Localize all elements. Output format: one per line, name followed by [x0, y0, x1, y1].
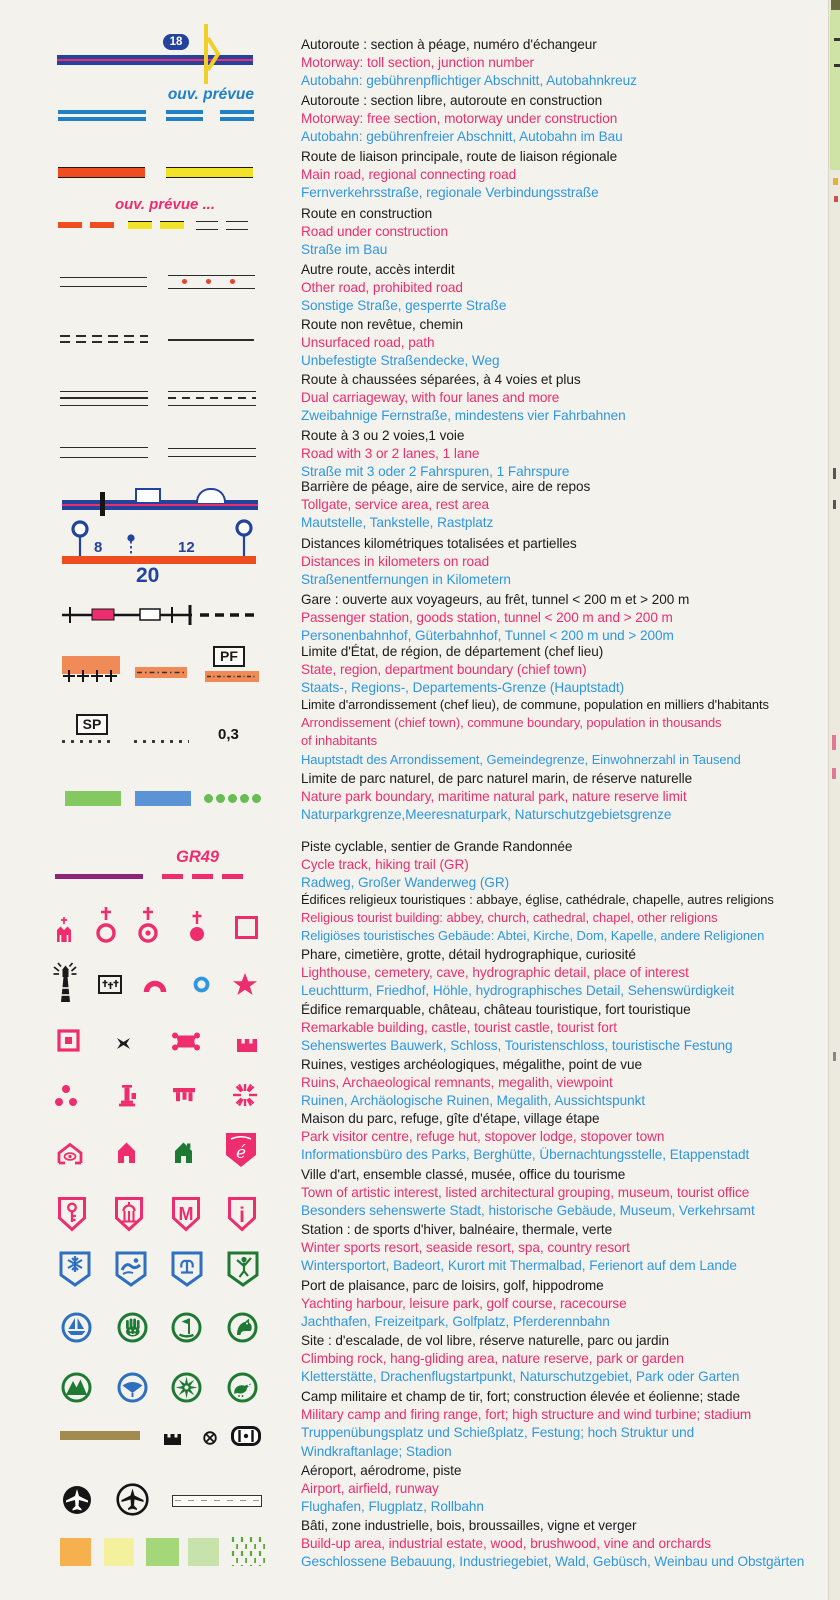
prohibited-dot: [182, 279, 187, 284]
other-religion-icon: [235, 916, 258, 939]
entry-de: Sehenswertes Bauwerk, Schloss, Touristenschloss, touristische Festung: [301, 1038, 733, 1054]
abbey-icon: [54, 916, 74, 943]
entry-de: Ruinen, Archäologische Ruinen, Megalith, Aussichtspunkt: [301, 1093, 646, 1109]
road-construction-dash: [128, 221, 152, 229]
road-construction-dash: [226, 221, 248, 230]
country-resort-shield-icon: [226, 1250, 260, 1288]
entry-fr: Autre route, accès interdit: [301, 262, 455, 277]
legend-entry: [301, 478, 831, 533]
entry-en: Dual carriageway, with four lanes and more: [301, 390, 560, 406]
golf-icon: [171, 1312, 202, 1343]
distance-markers-icon: [62, 518, 258, 560]
entry-fr: Route à chaussées séparées, à 4 voies et plus: [301, 372, 581, 387]
entry-fr: Ville d'art, ensemble classé, musée, office du tourisme: [301, 1167, 626, 1182]
entry-en: Ruins, Archaeological remnants, megalith, viewpoint: [301, 1075, 613, 1091]
entry-de: Hauptstadt des Arrondissement, Gemeindegrenze, Einwohnerzahl in Tausend: [301, 751, 741, 767]
nature-reserve-limit-icon: [204, 794, 262, 804]
entry-en: Military camp and firing range, fort; high structure and wind turbine; stadium: [301, 1407, 752, 1423]
legend-entry: [301, 1001, 831, 1056]
entry-de: Informationsbüro des Parks, Berghütte, Übernachtungsstelle, Etappenstadt: [301, 1147, 750, 1163]
entry-fr: Maison du parc, refuge, gîte d'étape, village étape: [301, 1111, 600, 1126]
entry-de: Fernverkehrsstraße, regionale Verbindungsstraße: [301, 185, 599, 201]
map-fragment-mark: [834, 38, 840, 41]
entry-fr: Piste cyclable, sentier de Grande Randonnée: [301, 839, 573, 854]
park-visitor-centre-icon: [55, 1141, 85, 1165]
entry-en: State, region, department boundary (chief town): [301, 662, 587, 678]
entry-de: Radweg, Großer Wanderweg (GR): [301, 875, 510, 891]
ruins-icon: [54, 1084, 80, 1108]
military-camp-icon: [60, 1431, 140, 1440]
entry-en: Motorway: toll section, junction number: [301, 55, 535, 71]
entry-en: Build-up area, industrial estate, wood, brushwood, vine and orchards: [301, 1536, 711, 1552]
road-construction-dash: [196, 221, 218, 230]
entry-en: Motorway: free section, motorway under construction: [301, 111, 618, 127]
entry-de: Naturparkgrenze,Meeresnaturpark, Naturschutzgebietsgrenze: [301, 807, 672, 823]
legend-entry: [301, 838, 831, 893]
winter-sports-shield-icon: [58, 1250, 92, 1288]
entry-fr: Port de plaisance, parc de loisirs, golf, hippodrome: [301, 1278, 604, 1293]
entry-en: Distances in kilometers on road: [301, 554, 490, 570]
nature-reserve-icon: [171, 1372, 202, 1403]
state-boundary-icon: [62, 654, 124, 684]
four-lane-road-line: [168, 391, 256, 406]
entry-fr: Autoroute : section libre, autoroute en construction: [301, 93, 603, 108]
entry-fr: Édifice remarquable, château, château touristique, fort touristique: [301, 1002, 691, 1017]
unsurfaced-road-line: [60, 341, 148, 343]
cemetery-icon: [97, 972, 123, 998]
cave-icon: [143, 977, 167, 994]
path-line: [168, 339, 254, 341]
tourist-fort-icon: [235, 1034, 259, 1052]
legend-entry: [301, 1221, 831, 1276]
entry-fr: Bâti, zone industrielle, bois, broussailles, vigne et verger: [301, 1518, 637, 1533]
listed-grouping-shield-icon: [114, 1196, 144, 1232]
lighthouse-icon: [53, 962, 77, 1004]
map-fragment-green: [830, 10, 840, 170]
entry-de: Unbefestigte Straßendecke, Weg: [301, 353, 500, 369]
legend-entry: [301, 1462, 831, 1517]
legend-entry: [301, 535, 831, 590]
tourist-castle-icon: [171, 1031, 201, 1052]
entry-de: Wintersportort, Badeort, Kurort mit Thermalbad, Ferienort auf dem Lande: [301, 1258, 737, 1274]
distance-road-line: [62, 556, 256, 564]
entry-de: Personenbahnhof, Güterbahnhof, Tunnel < 200 m und > 200m: [301, 628, 674, 644]
entry-fr: Barrière de péage, aire de service, aire de repos: [301, 479, 591, 494]
legend-entry: [301, 92, 831, 147]
entry-de: Besonders sehenswerte Stadt, historische Gebäude, Museum, Verkehrsamt: [301, 1203, 755, 1219]
museum-shield-icon: [171, 1196, 201, 1232]
free-motorway-line: [58, 110, 146, 114]
fort-icon: [163, 1430, 182, 1445]
entry-de: Autobahn: gebührenfreier Abschnitt, Autobahn im Bau: [301, 129, 623, 145]
entry-en: Town of artistic interest, listed architectural grouping, museum, tourist office: [301, 1185, 750, 1201]
two-three-lane-road-line: [60, 447, 148, 458]
tourist-office-glyph: i: [239, 1204, 245, 1227]
legend-entry: [301, 1110, 831, 1165]
legend-entry: [301, 1166, 831, 1221]
legend-entry: [301, 1332, 831, 1387]
entry-en: Religious tourist building: abbey, church, cathedral, chapel, other religions: [301, 910, 718, 926]
partial-distance-label: 12: [178, 539, 195, 556]
entry-de: Zweibahnige Fernstraße, mindestens vier Fahrbahnen: [301, 408, 626, 424]
seaside-resort-shield-icon: [114, 1250, 148, 1288]
legend-entry: [301, 205, 831, 260]
cycle-track-icon: [55, 874, 143, 879]
entry-de: Straße im Bau: [301, 242, 388, 258]
entry-en: Road with 3 or 2 lanes, 1 lane: [301, 446, 480, 462]
entry-fr: Limite d'arrondissement (chef lieu), de commune, population en milliers d'habitants: [301, 697, 769, 712]
entry-fr: Distances kilométriques totalisées et partielles: [301, 536, 577, 551]
other-road-line: [60, 277, 147, 287]
museum-glyph: M: [178, 1204, 194, 1224]
entry-de: Sonstige Straße, gesperrte Straße: [301, 298, 507, 314]
tollgate-bar-icon: [100, 492, 105, 516]
entry-de: Truppenübungsplatz und Schießplatz, Festung; hoch Struktur und: [301, 1425, 695, 1441]
racecourse-icon: [227, 1312, 258, 1343]
entry-en: Arrondissement (chief town), commune boundary, population in thousands: [301, 715, 722, 731]
legend-entry: [301, 1277, 831, 1332]
climbing-icon: [61, 1372, 92, 1403]
entry-en: Passenger station, goods station, tunnel < 200 m and > 200 m: [301, 610, 673, 626]
legend-entry: [301, 148, 831, 203]
main-road-line: [58, 167, 145, 178]
entry-en: Climbing rock, hang-gliding area, nature reserve, park or garden: [301, 1351, 684, 1367]
archaeology-icon: [116, 1082, 138, 1108]
entry-en: Airport, airfield, runway: [301, 1481, 439, 1497]
legend-entry: [301, 371, 831, 426]
wind-turbine-icon: [202, 1430, 218, 1446]
entry-fr: Route à 3 ou 2 voies,1 voie: [301, 428, 465, 443]
marine-park-boundary-icon: [135, 791, 191, 806]
entry-de: Jachthafen, Freizeitpark, Golfplatz, Pferderennbahn: [301, 1314, 610, 1330]
junction-icon: [198, 22, 224, 86]
entry-en: Park visitor centre, refuge hut, stopover lodge, stopover town: [301, 1129, 665, 1145]
entry-de: Geschlossene Bebauung, Industriegebiet, Wald, Gebüsch, Weinbau und Obstgärten: [301, 1554, 805, 1570]
entry-en: Main road, regional connecting road: [301, 167, 517, 183]
construction-gap: [203, 107, 220, 124]
place-of-interest-icon: [232, 972, 258, 997]
hiking-trail-icon: [162, 874, 250, 879]
dual-carriageway-line: [60, 391, 148, 406]
adjacent-page-strip: [828, 0, 840, 1600]
rest-area-icon: [196, 488, 226, 503]
entry-fr: Route en construction: [301, 206, 433, 221]
map-fragment-mark: [834, 64, 840, 67]
viewpoint-icon: [231, 1082, 259, 1108]
brushwood-swatch: [188, 1538, 219, 1566]
motorway-stripe: [62, 504, 258, 506]
entry-fr: Route de liaison principale, route de liaison régionale: [301, 149, 618, 164]
entry-fr: Limite de parc naturel, de parc naturel marin, de réserve naturelle: [301, 771, 693, 786]
map-fragment-mark: [833, 500, 836, 509]
stopover-lodge-icon: [172, 1139, 195, 1164]
church-icon: [96, 906, 116, 944]
opening-planned-dots-label: ouv. prévue ...: [114, 196, 216, 213]
hang-gliding-icon: [117, 1372, 148, 1403]
entry-de: Autobahn: gebührenpflichtiger Abschnitt, Autobahnkreuz: [301, 73, 637, 89]
legend-entry: [301, 946, 831, 1001]
castle-icon: [116, 1036, 131, 1051]
entry-fr: Aéroport, aérodrome, piste: [301, 1463, 462, 1478]
entry-de: Religiöses touristisches Gebäude: Abtei, Kirche, Dom, Kapelle, andere Religionen: [301, 928, 765, 944]
airfield-icon: [116, 1483, 149, 1516]
hydrographic-icon: [192, 975, 211, 994]
regional-road-line: [166, 167, 253, 178]
entry-de: Kletterstätte, Drachenflugstartpunkt, Naturschutzgebiet, Park oder Garten: [301, 1369, 740, 1385]
park-garden-icon: [227, 1372, 258, 1403]
stopover-town-glyph: é: [235, 1143, 247, 1163]
junction-number-badge: 18: [163, 34, 189, 50]
entry-en-cont: of inhabitants: [301, 733, 377, 749]
entry-de: Straßenentfernungen in Kilometern: [301, 572, 511, 588]
unsurfaced-road-line: [60, 335, 148, 337]
entry-fr: Phare, cimetière, grotte, détail hydrographique, curiosité: [301, 947, 636, 962]
industrial-estate-swatch: [104, 1538, 134, 1566]
entry-fr: Camp militaire et champ de tir, fort; construction élevée et éolienne; stade: [301, 1389, 740, 1404]
department-boundary-icon: [205, 671, 259, 682]
partial-distance-label: 8: [94, 539, 103, 556]
legend-entry: [301, 1388, 831, 1461]
entry-fr: Limite d'État, de région, de département (chef lieu): [301, 644, 604, 659]
commune-boundary-icon: [134, 740, 189, 743]
prefecture-label: PF: [213, 646, 245, 667]
map-fragment-mark: [833, 468, 836, 479]
dual-carriageway-mid: [60, 397, 148, 399]
prohibited-dot: [230, 279, 235, 284]
entry-fr: Gare : ouverte aux voyageurs, au frêt, tunnel < 200 m et > 200 m: [301, 592, 690, 607]
map-fragment-mark: [833, 1052, 836, 1061]
artistic-town-shield-icon: [57, 1196, 87, 1232]
legend-entry: [301, 1517, 831, 1572]
map-fragment-mark: [832, 768, 836, 779]
remarkable-building-icon: [57, 1029, 80, 1052]
free-motorway-line: [58, 117, 146, 121]
entry-de: Straße mit 3 oder 2 Fahrspuren, 1 Fahrspure: [301, 464, 570, 480]
nature-park-boundary-icon: [65, 791, 121, 806]
refuge-hut-icon: [115, 1139, 138, 1164]
road-construction-dash: [58, 222, 82, 228]
legend-entry: [301, 891, 831, 946]
vine-orchard-swatch: [229, 1536, 265, 1566]
legend-entry: [301, 696, 831, 769]
entry-en: Road under construction: [301, 224, 448, 240]
entry-en: Other road, prohibited road: [301, 280, 463, 296]
map-fragment-mark: [834, 196, 838, 202]
region-boundary-icon: [135, 667, 187, 678]
service-area-icon: [135, 488, 161, 504]
legend-entry: [301, 427, 831, 482]
entry-en: Yachting harbour, leisure park, golf course, racecourse: [301, 1296, 627, 1312]
entry-de: Flughafen, Flugplatz, Rollbahn: [301, 1499, 484, 1515]
airport-icon: [62, 1485, 92, 1515]
population-label: 0,3: [218, 726, 239, 743]
entry-en: Unsurfaced road, path: [301, 335, 435, 351]
stopover-town-shield-icon: [224, 1131, 258, 1169]
legend-entry: [301, 316, 831, 371]
page-edge-mark: [831, 0, 840, 10]
entry-fr: Autoroute : section à péage, numéro d'échangeur: [301, 37, 597, 52]
yachting-harbour-icon: [61, 1312, 92, 1343]
subprefecture-label: SP: [76, 714, 108, 735]
entry-fr: Édifices religieux touristiques : abbaye, église, cathédrale, chapelle, autres religions: [301, 892, 774, 907]
four-lane-mid-dashed: [168, 397, 256, 399]
legend-entry: [301, 591, 831, 646]
arrondissement-boundary-icon: [62, 740, 116, 743]
built-up-area-swatch: [60, 1538, 91, 1566]
prohibited-road-line: [168, 275, 255, 289]
entry-de-cont: Windkraftanlage; Stadion: [301, 1443, 452, 1459]
legend-entry: [301, 770, 831, 825]
stadium-icon: [231, 1426, 261, 1446]
entry-fr: Site : d'escalade, de vol libre, réserve naturelle, parc ou jardin: [301, 1333, 670, 1348]
entry-de: Mautstelle, Tankstelle, Rastplatz: [301, 515, 494, 531]
entry-de: Leuchtturm, Friedhof, Höhle, hydrographisches Detail, Sehenswürdigkeit: [301, 983, 735, 999]
opening-planned-label: ouv. prévue: [167, 86, 254, 103]
total-distance-label: 20: [136, 564, 160, 587]
chapel-icon: [188, 910, 206, 943]
entry-en: Lighthouse, cemetery, cave, hydrographic detail, place of interest: [301, 965, 689, 981]
cathedral-icon: [138, 906, 158, 944]
legend-entry: [301, 261, 831, 316]
legend-entry: [301, 1056, 831, 1111]
leisure-park-icon: [117, 1312, 148, 1343]
map-fragment-mark: [833, 178, 838, 185]
legend-entry: [301, 36, 831, 91]
map-fragment-mark: [832, 735, 836, 750]
wood-swatch: [146, 1538, 179, 1566]
tourist-office-shield-icon: [227, 1196, 257, 1232]
entry-fr: Station : de sports d'hiver, balnéaire, thermale, verte: [301, 1222, 613, 1237]
entry-en: Nature park boundary, maritime natural park, nature reserve limit: [301, 789, 687, 805]
entry-fr: Ruines, vestiges archéologiques, mégalithe, point de vue: [301, 1057, 643, 1072]
entry-en: Tollgate, service area, rest area: [301, 497, 489, 513]
megalith-icon: [172, 1086, 196, 1103]
spa-shield-icon: [170, 1250, 204, 1288]
prohibited-dot: [206, 279, 211, 284]
entry-de: Staats-, Regions-, Departements-Grenze (Hauptstadt): [301, 680, 625, 696]
entry-en: Winter sports resort, seaside resort, spa, country resort: [301, 1240, 630, 1256]
legend-entry: [301, 643, 831, 698]
runway-icon: [172, 1495, 262, 1507]
entry-en: Remarkable building, castle, tourist castle, tourist fort: [301, 1020, 617, 1036]
entry-fr: Route non revêtue, chemin: [301, 317, 463, 332]
entry-en: Cycle track, hiking trail (GR): [301, 857, 469, 873]
one-lane-road-line: [168, 448, 256, 457]
gr-trail-label: GR49: [176, 848, 220, 866]
road-construction-dash: [90, 222, 114, 228]
railway-line-icon: [58, 602, 258, 628]
road-construction-dash: [160, 221, 184, 229]
